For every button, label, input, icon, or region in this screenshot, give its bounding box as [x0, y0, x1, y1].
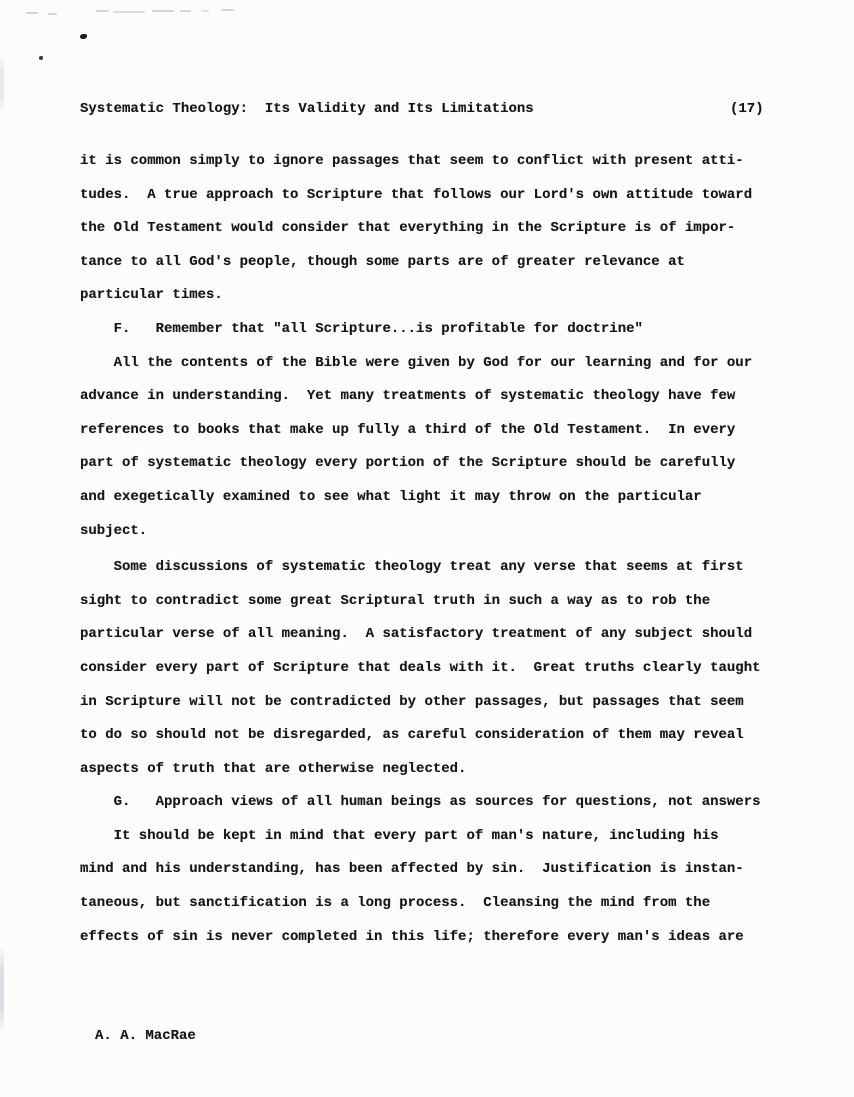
document-title: Systematic Theology: Its Validity and Its Limitations: [80, 101, 534, 117]
scan-artifact: [201, 10, 209, 12]
text-line: Some discussions of systematic theology treat any verse that seems at first: [80, 559, 744, 576]
text-line: taneous, but sanctification is a long process. Cleansing the mind from the: [80, 895, 711, 912]
author-name: A. A. MacRae: [95, 1028, 196, 1044]
scan-artifact: [0, 945, 4, 1035]
text-line: particular times.: [80, 287, 223, 304]
scan-artifact: [221, 9, 234, 11]
text-line: It should be kept in mind that every part of man's nature, including his: [80, 827, 719, 844]
text-line: it is common simply to ignore passages that seem to conflict with present atti-: [80, 153, 744, 169]
text-line: tudes. A true approach to Scripture that follows our Lord's own attitude toward: [80, 186, 753, 203]
scan-artifact: [26, 12, 38, 14]
text-line: sight to contradict some great Scriptural truth in such a way as to rob the: [80, 592, 711, 609]
document-header: [80, 101, 774, 119]
text-line: mind and his understanding, has been affected by sin. Justification is instan-: [80, 861, 744, 878]
text-line: subject.: [80, 522, 148, 539]
text-line: and exegetically examined to see what light it may throw on the particular: [80, 488, 702, 505]
page-number: (17): [730, 101, 764, 117]
text-line-item-f: F. Remember that "all Scripture...is profitable for doctrine": [80, 320, 643, 337]
scan-artifact: [180, 10, 191, 12]
text-line: references to books that make up fully a third of the Old Testament. In every: [80, 421, 736, 438]
text-line: particular verse of all meaning. A satisfactory treatment of any subject should: [80, 626, 753, 643]
text-line: aspects of truth that are otherwise neglected.: [80, 760, 467, 777]
text-line-item-g: G. Approach views of all human beings as sources for questions, not answers: [80, 794, 761, 811]
body-text: [80, 145, 820, 954]
text-line: All the contents of the Bible were given by God for our learning and for our: [80, 354, 753, 371]
text-line: part of systematic theology every portion of the Scripture should be carefully: [80, 455, 736, 472]
scan-artifact: [80, 34, 87, 39]
text-line: advance in understanding. Yet many treatments of systematic theology have few: [80, 388, 736, 405]
scan-artifact: [152, 10, 174, 12]
scan-artifact: [0, 55, 4, 115]
text-line: the Old Testament would consider that everything in the Scripture is of impor-: [80, 220, 736, 237]
text-line: in Scripture will not be contradicted by other passages, but passages that seem: [80, 693, 744, 710]
scan-artifact: [48, 13, 57, 15]
text-line: effects of sin is never completed in this life; therefore every man's ideas are: [80, 928, 744, 945]
scan-artifact: [96, 10, 109, 12]
text-line: consider every part of Scripture that deals with it. Great truths clearly taught: [80, 659, 761, 676]
scan-artifact: [39, 56, 43, 60]
scan-artifact: [113, 11, 145, 13]
text-line: tance to all God's people, though some parts are of greater relevance at: [80, 253, 685, 270]
text-line: to do so should not be disregarded, as careful consideration of them may reveal: [80, 727, 744, 744]
